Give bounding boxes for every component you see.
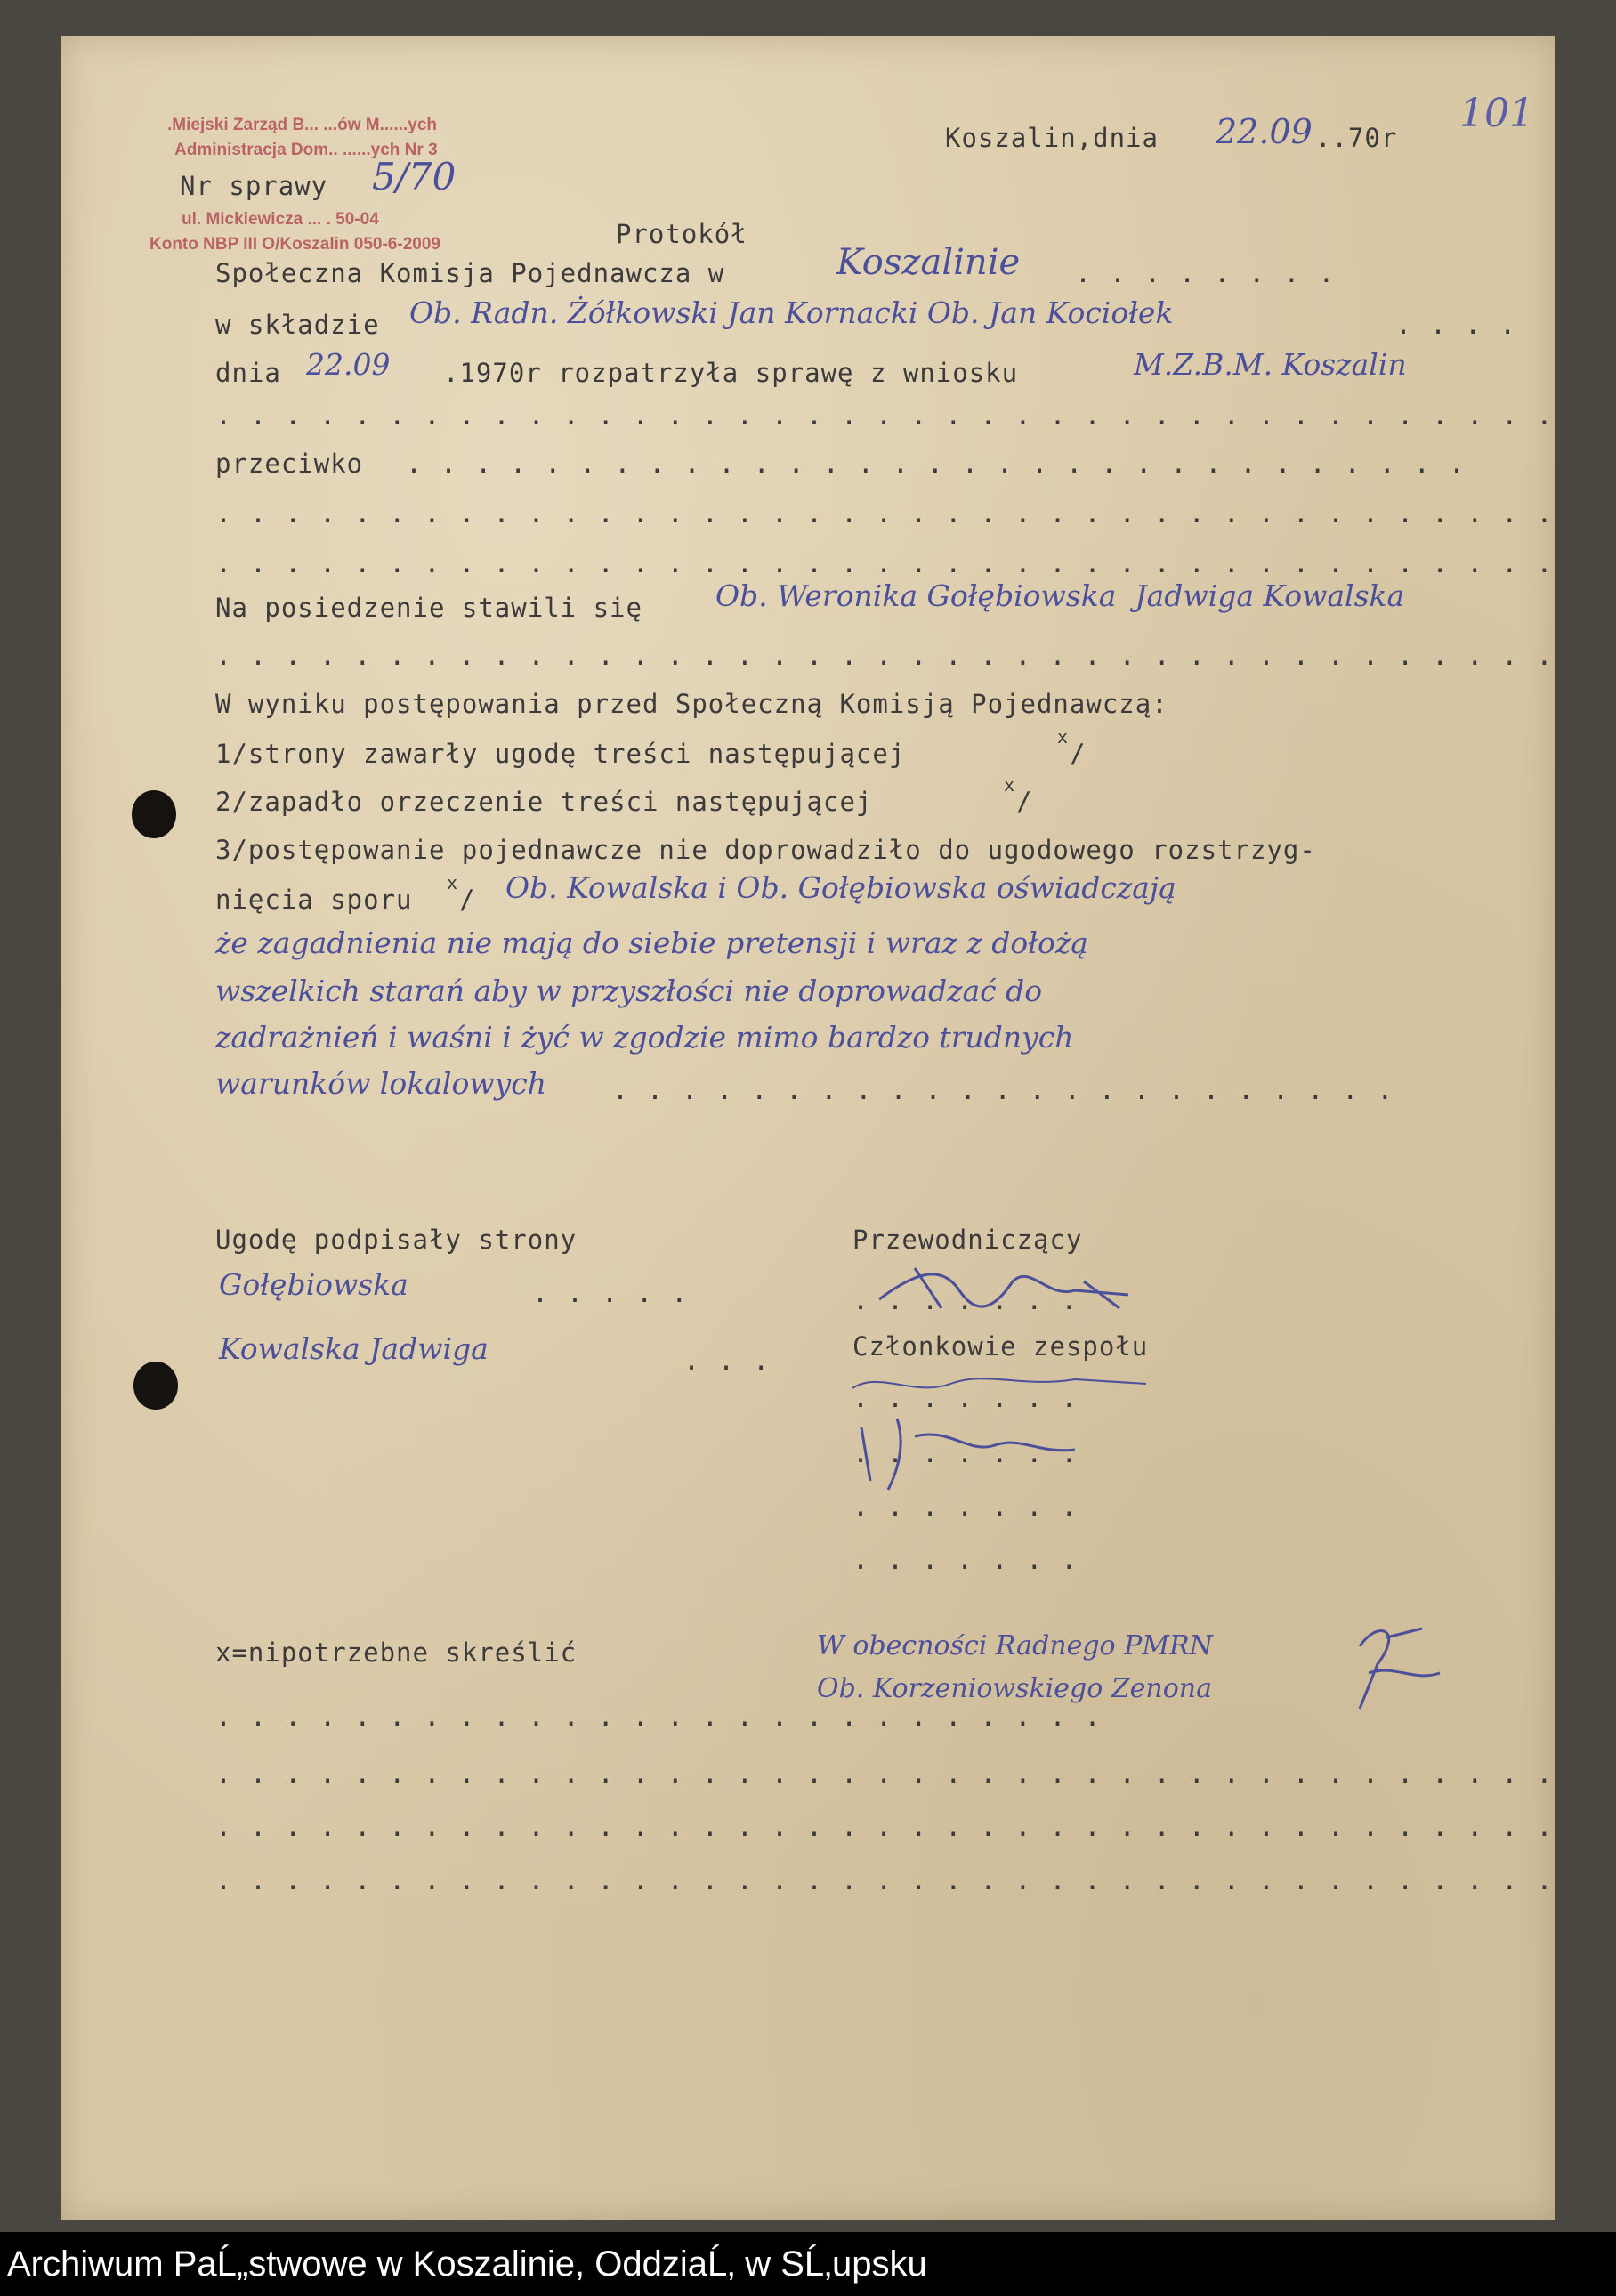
dotted-line: .......................................	[215, 641, 1572, 672]
councillor-signature	[1324, 1611, 1449, 1718]
stamp-line-1: .Miejski Zarząd B... ...ów M......ych	[167, 116, 438, 134]
composition-label: w składzie	[215, 310, 380, 340]
dotted-line: .......	[852, 1285, 1096, 1316]
dotted-line: .......	[852, 1545, 1096, 1576]
settlement-text-4: zadrażnień i waśni i żyć w zgodzie mimo bardzo trudnych	[215, 1020, 1074, 1055]
dotted-line: .......	[852, 1383, 1096, 1414]
composition-members: Ob. Radn. Żółkowski Jan Kornacki Ob. Jan Kociołek	[409, 295, 1174, 330]
header-year: ..70r	[1315, 123, 1398, 153]
stamp-line-2: Administracja Dom.. ......ych Nr 3	[174, 141, 438, 159]
page-number: 101	[1459, 91, 1534, 136]
dotted-line: .......................................	[215, 548, 1572, 579]
presence-note-2: Ob. Korzeniowskiego Zenona	[817, 1673, 1213, 1704]
commission-city: Koszalinie	[836, 242, 1021, 283]
dotted-line: ...	[683, 1346, 788, 1377]
dotted-line: .......................................	[215, 1812, 1572, 1843]
place-date-label: Koszalin,dnia	[945, 123, 1159, 153]
dotted-line: ..........................	[215, 1702, 1119, 1733]
dotted-line: .....	[532, 1278, 707, 1309]
dotted-line: .......................................	[215, 1865, 1572, 1896]
settlement-text-3: wszelkich starań aby w przyszłości nie doprowadzać do	[215, 974, 1043, 1008]
case-number-value: 5/70	[372, 155, 457, 198]
members-label: Członkowie zespołu	[852, 1331, 1149, 1362]
dotted-line: .......................................	[215, 1758, 1572, 1790]
date-label: dnia	[215, 358, 281, 388]
footnote: x=nipotrzebne skreślić	[215, 1637, 578, 1668]
settlement-text-1: Ob. Kowalska i Ob. Gołębiowska oświadczają	[505, 870, 1176, 905]
against-label: przeciwko	[215, 449, 364, 479]
attendance-label: Na posiedzenie stawili się	[215, 593, 642, 623]
parties-signed-label: Ugodę podpisały strony	[215, 1225, 578, 1255]
footnote-mark: x	[1004, 774, 1016, 796]
dotted-line: .......	[852, 1492, 1096, 1523]
archive-caption: Archiwum PaĹ„stwowe w Koszalinie, OddziaĹ‚ w SĹ‚upsku	[0, 2232, 1616, 2296]
dotted-line: .......	[852, 1438, 1096, 1469]
option-suffix: /	[459, 885, 476, 915]
session-date: 22.09	[306, 347, 391, 382]
option-2-text: 2/zapadło orzeczenie treści następującej	[215, 787, 873, 817]
party-1-signature: Gołębiowska	[219, 1267, 408, 1302]
settlement-text-5: warunków lokalowych	[215, 1066, 546, 1101]
party-2-signature: Kowalska Jadwiga	[219, 1331, 489, 1366]
punch-hole-bottom	[133, 1362, 178, 1410]
considered-case-label: .1970r rozpatrzyła sprawę z wniosku	[443, 358, 1019, 388]
option-3-continued: nięcia sporu	[215, 885, 413, 915]
settlement-text-2: że zagadnienia nie mają do siebie pretensji i wraz z dołożą	[215, 926, 1088, 960]
chairman-label: Przewodniczący	[852, 1225, 1083, 1255]
result-intro: W wyniku postępowania przed Społeczną Komisją Pojednawczą:	[215, 689, 1168, 719]
case-number-label: Nr sprawy	[180, 171, 328, 201]
dotted-line: ...............................	[406, 449, 1483, 480]
header-date: 22.09	[1216, 112, 1313, 151]
dotted-line: ....	[1395, 310, 1535, 341]
option-suffix: /	[1016, 787, 1033, 817]
footnote-mark: x	[447, 872, 459, 893]
punch-hole-top	[132, 790, 176, 838]
dotted-line: .......................................	[215, 400, 1572, 432]
document-title: Protokół	[616, 219, 747, 249]
option-3-text: 3/postępowanie pojednawcze nie doprowadziło do ugodowego rozstrzyg-	[215, 835, 1316, 865]
presence-note-1: W obecności Radnego PMRN	[817, 1630, 1213, 1661]
dotted-line: ........	[1075, 258, 1353, 289]
stamp-line-3: ul. Mickiewicza ... . 50-04	[182, 210, 379, 229]
dotted-line: .......................	[612, 1075, 1412, 1106]
option-1-text: 1/strony zawarły ugodę treści następującej	[215, 739, 906, 769]
applicant: M.Z.B.M. Koszalin	[1134, 347, 1407, 382]
commission-label: Społeczna Komisja Pojednawcza w	[215, 258, 725, 288]
footnote-mark: x	[1057, 726, 1070, 748]
option-suffix: /	[1070, 739, 1087, 769]
stamp-line-4: Konto NBP III O/Koszalin 050-6-2009	[149, 235, 440, 254]
attendees: Ob. Weronika Gołębiowska Jadwiga Kowalska	[715, 578, 1405, 613]
document-page	[61, 36, 1572, 2220]
dotted-line: .......................................	[215, 498, 1572, 530]
